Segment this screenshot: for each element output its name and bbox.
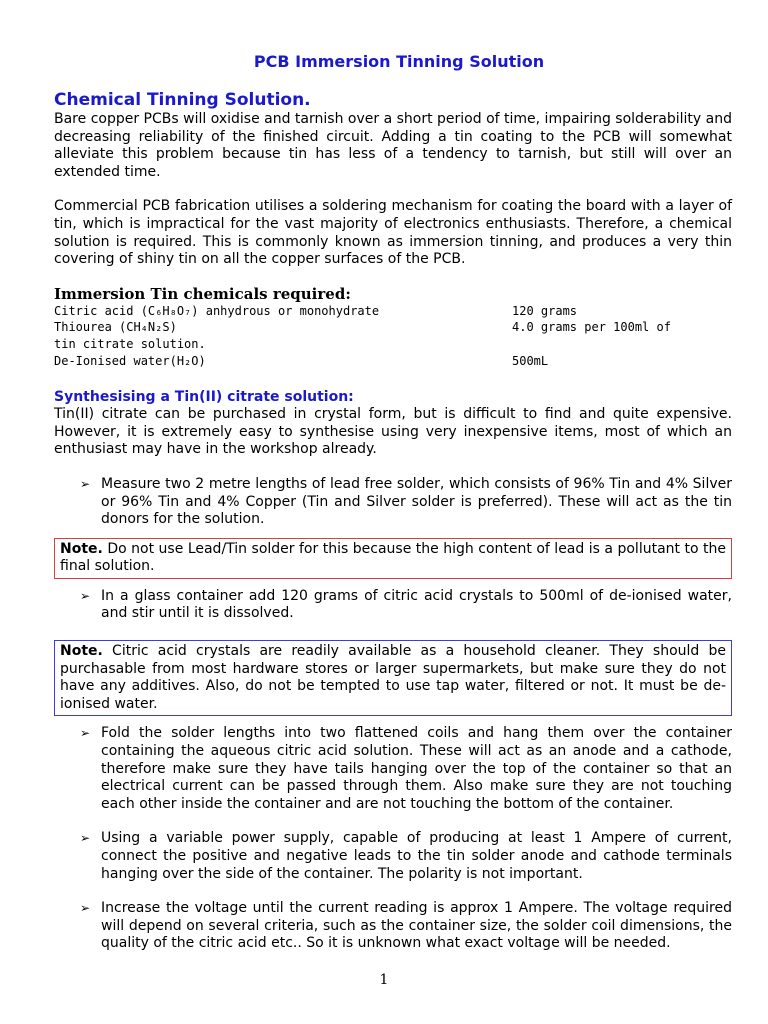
step-item: [54, 900, 732, 953]
note-text: Citric acid crystals are readily available as a household cleaner. They should be purchasable from most hardware stores or larger supermarkets, but make sure they do not have any additives. Also, do not be tempted to use tap water, filtered or not. It must be de-ionised water.: [60, 643, 726, 712]
chemicals-heading: Immersion Tin chemicals required:: [54, 284, 351, 303]
page-number: 1: [379, 972, 389, 988]
step-text: Increase the voltage until the current reading is approx 1 Ampere. The voltage required will depend on several criteria, such as the container size, the solder coil dimensions, the quality of the citric acid etc.. So it is unknown what exact voltage will be needed.: [101, 900, 732, 952]
note-label: Note.: [60, 540, 103, 557]
step-item: [54, 476, 732, 529]
chemical-name: Citric acid (C₆H₈O₇) anhydrous or monohydrate: [54, 303, 380, 318]
document-page: [54, 52, 732, 953]
intro-paragraph: Bare copper PCBs will oxidise and tarnish over a short period of time, impairing solderability and decreasing reliability of the finished circuit. Adding a tin coating to the PCB will somewhat alleviate this problem because tin has less of a tendency to tarnish, but still will over an extended time.: [54, 111, 732, 180]
chemical-row: [54, 353, 671, 370]
step-item: [54, 588, 732, 623]
step-item: [54, 830, 732, 883]
arrow-bullet-icon: ➢: [80, 726, 91, 741]
step-text: Measure two 2 metre lengths of lead free solder, which consists of 96% Tin and 4% Silver or 96% Tin and 4% Copper (Tin and Silver solder is preferred). These will act as the tin donors for the solution.: [101, 475, 732, 528]
chemical-amount: 120 grams: [512, 303, 578, 318]
chemical-row: [54, 303, 671, 320]
chemical-name: Thiourea (CH₄N₂S): [54, 320, 177, 335]
arrow-bullet-icon: ➢: [80, 476, 91, 491]
synthesis-subtitle: Synthesising a Tin(II) citrate solution:: [54, 389, 354, 406]
note-text: Do not use Lead/Tin solder for this because the high content of lead is a pollutant to the final solution.: [60, 540, 726, 575]
synthesis-paragraph: Tin(II) citrate can be purchased in crystal form, but is difficult to find and quite expensive. However, it is extremely easy to synthesise using very inexpensive items, most of which an enthusiast may have in the workshop already.: [54, 406, 732, 458]
step-item: [54, 725, 732, 813]
chemical-row: [54, 319, 671, 336]
note-box: [54, 538, 732, 579]
arrow-bullet-icon: ➢: [80, 901, 91, 916]
note-label: Note.: [60, 643, 103, 660]
chemical-name: De-Ionised water(H₂O): [54, 353, 206, 368]
section-title: Chemical Tinning Solution.: [54, 90, 311, 110]
chemical-row: [54, 336, 671, 353]
step-text: Fold the solder lengths into two flattened coils and hang them over the container containing the aqueous citric acid solution. These will act as an anode and a cathode, therefore make sure they have tails hanging over the top of the container so that an electrical current can be passed through them. Also make sure they are not touching each other inside the container and are not touching the bottom of the container.: [101, 725, 732, 812]
note-box: [54, 640, 732, 716]
chemical-amount: 500mL: [512, 353, 549, 368]
document-title: PCB Immersion Tinning Solution: [253, 52, 545, 71]
arrow-bullet-icon: ➢: [80, 831, 91, 846]
commercial-paragraph: Commercial PCB fabrication utilises a soldering mechanism for coating the board with a layer of tin, which is impractical for the vast majority of electronics enthusiasts. Therefore, a chemical solution is required. This is commonly known as immersion tinning, and produces a very thin covering of shiny tin on all the copper surfaces of the PCB.: [54, 198, 732, 268]
chemical-amount: 4.0 grams per 100ml of: [512, 320, 671, 335]
step-text: Using a variable power supply, capable of producing at least 1 Ampere of current, connect the positive and negative leads to the tin solder anode and cathode terminals hanging over the side of the container. The polarity is not important.: [101, 830, 732, 882]
step-text: In a glass container add 120 grams of citric acid crystals to 500ml of de-ionised water, and stir until it is dissolved.: [101, 587, 732, 622]
arrow-bullet-icon: ➢: [80, 588, 91, 603]
chemical-name: tin citrate solution.: [54, 336, 206, 351]
chemical-amount: [512, 336, 671, 353]
chemicals-table: [54, 303, 671, 369]
